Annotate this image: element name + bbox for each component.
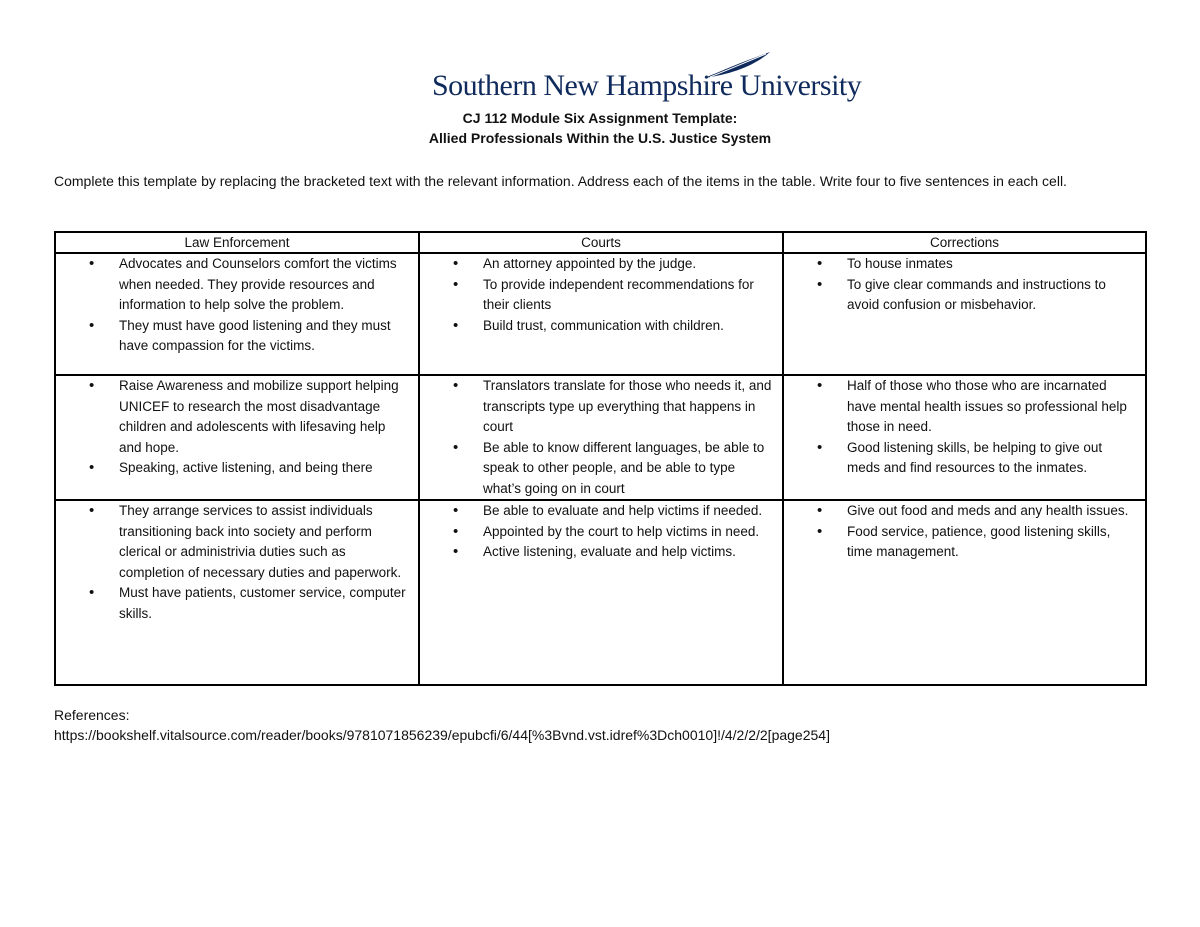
list-item: • They must have good listening and they must have compassion for the victims.: [56, 316, 410, 357]
column-header-courts: Courts: [419, 232, 783, 253]
page-title: CJ 112 Module Six Assignment Template:: [462, 110, 738, 126]
list-item: • Must have patients, customer service, computer skills.: [56, 583, 410, 624]
list-item: • Give out food and meds and any health issues.: [784, 501, 1137, 522]
table-cell: [783, 500, 1146, 685]
table-cell: [419, 375, 783, 500]
references-label: References:: [54, 707, 130, 723]
table-cell: [419, 500, 783, 685]
list-item: • Good listening skills, be helping to give out meds and find resources to the inmates.: [784, 438, 1137, 479]
table-cell: [55, 253, 419, 375]
list-item: • To provide independent recommendations for their clients: [420, 275, 774, 316]
list-item: • Speaking, active listening, and being there: [56, 458, 410, 479]
table-header-row: [55, 232, 1146, 253]
reference-link[interactable]: https://bookshelf.vitalsource.com/reader/books/9781071856239/epubcfi/6/44[%3Bvnd.vst.idref%3Dch0010]!/4/2/2/2[page254]: [54, 727, 830, 743]
table-cell: [55, 500, 419, 685]
references-section: [54, 705, 830, 745]
page-subtitle: Allied Professionals Within the U.S. Justice System: [428, 130, 772, 146]
list-item: • Active listening, evaluate and help victims.: [420, 542, 774, 563]
list-item: • To give clear commands and instructions to avoid confusion or misbehavior.: [784, 275, 1137, 316]
list-item: • Advocates and Counselors comfort the victims when needed. They provide resources and information to help solve the problem.: [56, 254, 410, 316]
table-cell: [783, 375, 1146, 500]
professionals-table: [54, 231, 1147, 686]
list-item: • Half of those who those who are incarnated have mental health issues so professional help those in need.: [784, 376, 1137, 438]
column-header-law-enforcement: Law Enforcement: [55, 232, 419, 253]
list-item: • Be able to know different languages, be able to speak to other people, and be able to type what’s going on in court: [420, 438, 774, 500]
list-item: • Food service, patience, good listening skills, time management.: [784, 522, 1137, 563]
list-item: • Build trust, communication with children.: [420, 316, 774, 337]
university-name: Southern New Hampshire University: [432, 69, 862, 102]
list-item: • They arrange services to assist individuals transitioning back into society and perform clerical or administrivia duties such as completion of necessary duties and paperwork.: [56, 501, 410, 583]
table-cell: [783, 253, 1146, 375]
table-row: [55, 253, 1146, 375]
table-row: [55, 500, 1146, 685]
list-item: • An attorney appointed by the judge.: [420, 254, 774, 275]
list-item: • Raise Awareness and mobilize support helping UNICEF to research the most disadvantage children and adolescents with lifesaving help and hope.: [56, 376, 410, 458]
list-item: • Appointed by the court to help victims in need.: [420, 522, 774, 543]
list-item: • Be able to evaluate and help victims if needed.: [420, 501, 774, 522]
table-row: [55, 375, 1146, 500]
table-cell: [419, 253, 783, 375]
list-item: • Translators translate for those who needs it, and transcripts type up everything that happens in court: [420, 376, 774, 438]
column-header-corrections: Corrections: [783, 232, 1146, 253]
instructions-text: Complete this template by replacing the bracketed text with the relevant information. Address each of the items in the table. Write four to five sentences in each cell.: [54, 173, 1067, 189]
list-item: • To house inmates: [784, 254, 1137, 275]
university-logo: [432, 50, 862, 106]
table-cell: [55, 375, 419, 500]
